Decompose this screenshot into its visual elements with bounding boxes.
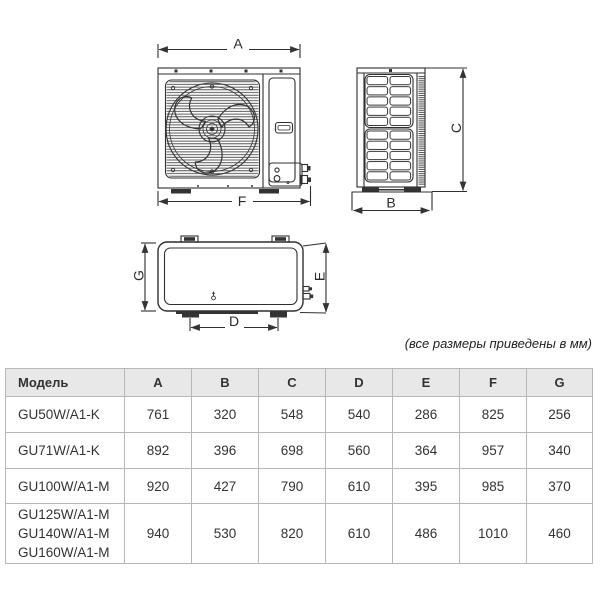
model-name: GU100W/A1-M xyxy=(18,478,110,494)
col-header-g: G xyxy=(527,369,593,397)
col-header-c: C xyxy=(259,369,326,397)
dim-label-b: B xyxy=(386,194,396,211)
value-cell: 548 xyxy=(259,397,326,433)
value-cell: 486 xyxy=(393,504,460,564)
col-header-f: F xyxy=(460,369,527,397)
dimension-e xyxy=(300,243,328,313)
valve-box xyxy=(269,163,311,186)
side-grille xyxy=(365,75,413,183)
value-cell: 256 xyxy=(527,397,593,433)
model-cell xyxy=(6,433,125,469)
col-header-e: E xyxy=(393,369,460,397)
dim-label-a: A xyxy=(233,35,243,52)
value-cell: 820 xyxy=(259,504,326,564)
dimension-c xyxy=(425,68,467,192)
side-view xyxy=(352,68,467,211)
value-cell: 1010 xyxy=(460,504,527,564)
dimension-d xyxy=(190,313,278,331)
model-cell xyxy=(6,397,125,433)
dim-label-g: G xyxy=(130,270,147,281)
service-panel xyxy=(269,78,295,182)
model-name: GU160W/A1-M xyxy=(18,545,110,560)
value-cell: 920 xyxy=(125,469,192,504)
dimension-a xyxy=(158,36,300,59)
value-cell: 286 xyxy=(393,397,460,433)
value-cell: 364 xyxy=(393,433,460,469)
top-view xyxy=(131,236,328,331)
value-cell: 530 xyxy=(192,504,259,564)
front-view xyxy=(158,36,311,210)
drain-symbol xyxy=(212,292,216,300)
value-cell: 320 xyxy=(192,397,259,433)
model-name: GU125W/A1-M xyxy=(18,507,110,522)
model-cell xyxy=(6,469,125,504)
top-feet xyxy=(181,236,289,242)
value-cell: 610 xyxy=(326,504,393,564)
value-cell: 892 xyxy=(125,433,192,469)
value-cell: 340 xyxy=(527,433,593,469)
col-header-model: Модель xyxy=(6,369,125,397)
dim-label-c: C xyxy=(448,122,464,134)
value-cell: 957 xyxy=(460,433,527,469)
value-cell: 940 xyxy=(125,504,192,564)
table-row xyxy=(6,469,593,504)
dim-label-f: F xyxy=(237,193,247,209)
model-name: GU71W/A1-K xyxy=(18,443,100,458)
units-note: (все размеры приведены в мм) xyxy=(404,336,592,351)
table-row xyxy=(6,433,593,469)
model-cell xyxy=(6,504,125,564)
dimension-g xyxy=(131,243,157,311)
table-row xyxy=(6,504,593,564)
value-cell: 560 xyxy=(326,433,393,469)
fan-grille xyxy=(166,80,260,178)
dimension-b xyxy=(352,192,432,211)
col-header-a: A xyxy=(125,369,192,397)
header-row xyxy=(6,369,593,397)
model-name: GU140W/A1-M xyxy=(18,526,110,541)
table-row xyxy=(6,397,593,433)
value-cell: 610 xyxy=(326,469,393,504)
value-cell: 427 xyxy=(192,469,259,504)
pipe-fittings xyxy=(303,287,313,300)
value-cell: 540 xyxy=(326,397,393,433)
value-cell: 825 xyxy=(460,397,527,433)
dim-label-e: E xyxy=(311,271,328,282)
col-header-b: B xyxy=(192,369,259,397)
value-cell: 985 xyxy=(460,469,527,504)
value-cell: 370 xyxy=(527,469,593,504)
value-cell: 761 xyxy=(125,397,192,433)
model-name: GU50W/A1-K xyxy=(18,407,100,422)
value-cell: 790 xyxy=(259,469,326,504)
value-cell: 698 xyxy=(259,433,326,469)
value-cell: 396 xyxy=(192,433,259,469)
dim-label-d: D xyxy=(228,313,240,329)
value-cell: 460 xyxy=(527,504,593,564)
col-header-d: D xyxy=(326,369,393,397)
dimensions-table xyxy=(5,368,593,564)
value-cell: 395 xyxy=(393,469,460,504)
